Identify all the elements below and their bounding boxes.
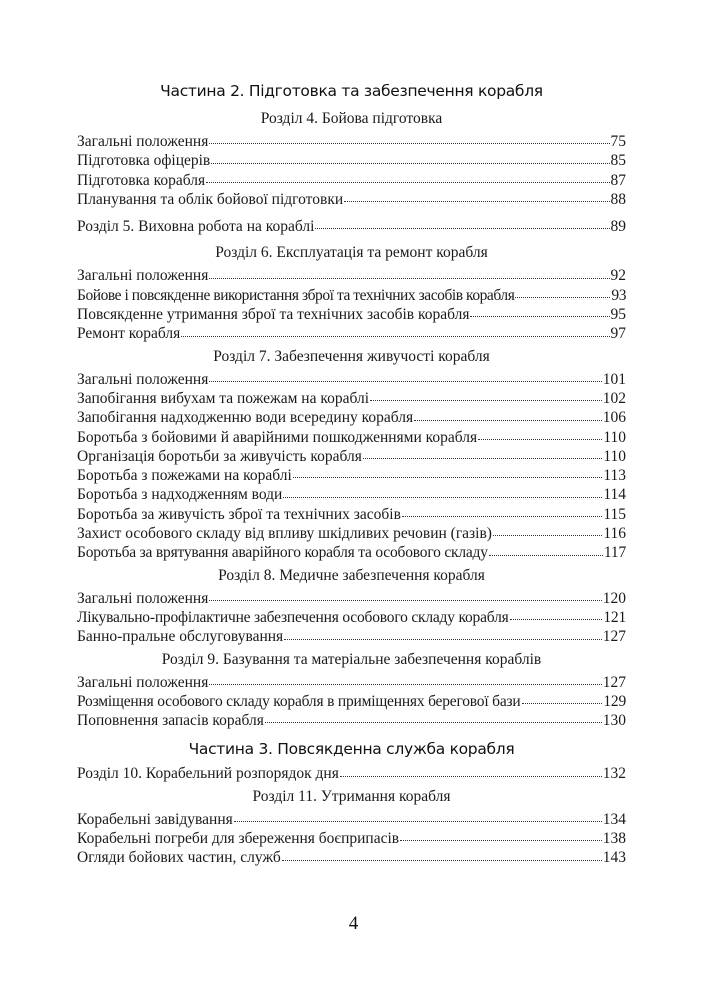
dot-leader (344, 200, 609, 202)
dot-leader (209, 277, 609, 279)
entry-page: 95 (610, 306, 626, 324)
entry-label: Боротьба з пожежами на кораблі (77, 467, 292, 485)
toc-entry[interactable] (77, 692, 626, 711)
entry-label: Ремонт корабля (77, 325, 181, 343)
section-9-entries (77, 673, 626, 731)
entry-page: 87 (610, 171, 626, 189)
dot-leader (209, 599, 601, 601)
toc-entry[interactable] (77, 305, 626, 324)
page-number: 4 (348, 913, 359, 934)
dot-leader (293, 476, 603, 478)
entry-label: Захист особового складу від впливу шкідливих речовин (газів) (77, 525, 492, 543)
table-of-contents (77, 76, 626, 868)
entry-label: Корабельні завідування (77, 810, 233, 828)
entry-page: 75 (610, 133, 626, 150)
dot-leader (206, 181, 609, 183)
entry-label: Запобігання надходженню води всередину корабля (77, 409, 414, 427)
part-2-title: Частина 2. Підготовка та забезпечення корабля (160, 82, 543, 100)
toc-entry[interactable] (77, 829, 626, 848)
dot-leader (211, 162, 609, 164)
section-7-entries (77, 370, 626, 563)
entry-page: 106 (602, 409, 626, 427)
entry-label: Боротьба за врятування аварійного корабля та особового складу (77, 544, 488, 562)
entry-label: Розділ 5. Виховна робота на кораблі (77, 218, 315, 236)
toc-entry[interactable] (77, 389, 626, 408)
entry-label: Підготовка офіцерів (77, 152, 211, 170)
dot-leader (510, 618, 603, 620)
toc-entry[interactable] (77, 171, 626, 190)
dot-leader (284, 638, 602, 640)
entry-label: Загальні положення (77, 370, 209, 388)
toc-entry[interactable] (77, 505, 626, 524)
entry-label: Повсякденне утримання зброї та технічних засобів корабля (77, 306, 470, 324)
entry-page: 102 (602, 389, 626, 407)
toc-entry[interactable] (77, 428, 626, 447)
dot-leader (340, 775, 602, 777)
entry-label: Загальні положення (77, 589, 209, 607)
dot-leader (234, 820, 602, 822)
entry-label: Поповнення запасів корабля (77, 712, 264, 730)
entry-page: 113 (603, 467, 626, 485)
dot-leader (515, 296, 610, 298)
entry-label: Лікувально-профілактичне забезпечення особового складу корабля (77, 608, 509, 626)
toc-entry[interactable] (77, 485, 626, 504)
entry-label: Боротьба за живучість зброї та технічних засобів (77, 505, 401, 523)
toc-entry[interactable] (77, 543, 626, 562)
toc-entry[interactable] (77, 408, 626, 427)
dot-leader (283, 496, 602, 498)
toc-entry[interactable] (77, 132, 626, 151)
dot-leader (181, 335, 609, 337)
dot-leader (265, 721, 602, 723)
entry-page: 120 (602, 589, 626, 607)
dot-leader (489, 554, 603, 556)
entry-label: Розділ 10. Корабельний розпорядок дня (77, 765, 339, 783)
dot-leader (414, 419, 602, 421)
entry-label: Запобігання вибухам та пожежам на кораблі (77, 389, 370, 407)
section-4-entries (77, 132, 626, 209)
entry-page: 130 (602, 712, 626, 730)
dot-leader (478, 438, 602, 440)
dot-leader (470, 315, 609, 317)
entry-label: Корабельні погреби для збереження боєприпасів (77, 830, 400, 848)
dot-leader (209, 142, 609, 144)
dot-leader (493, 534, 602, 536)
entry-label: Планування та облік бойової підготовки (77, 190, 344, 208)
entry-page: 121 (603, 608, 626, 626)
entry-label: Бойове і повсякденне використання зброї та технічних засобів корабля (77, 286, 515, 304)
dot-leader (400, 839, 602, 841)
entry-page: 85 (610, 152, 626, 170)
section-8-title: Розділ 8. Медичне забезпечення корабля (218, 566, 485, 584)
section-8-entries (77, 589, 626, 647)
section-5-entry[interactable] (77, 217, 626, 236)
entry-page: 115 (603, 505, 626, 523)
entry-page: 93 (611, 286, 626, 304)
toc-entry[interactable] (77, 627, 626, 646)
entry-page: 132 (602, 765, 626, 783)
section-4-title: Розділ 4. Бойова підготовка (260, 110, 443, 127)
entry-page: 127 (602, 673, 626, 691)
dot-leader (363, 457, 602, 459)
toc-entry[interactable] (77, 848, 626, 867)
entry-page: 117 (603, 544, 626, 562)
entry-page: 88 (610, 190, 626, 208)
toc-entry[interactable] (77, 608, 626, 627)
section-6-entries (77, 266, 626, 343)
entry-page: 110 (603, 428, 626, 446)
section-11-entries (77, 810, 626, 868)
entry-page: 110 (603, 447, 626, 465)
entry-label: Розміщення особового складу корабля в приміщеннях берегової бази (77, 692, 521, 710)
entry-label: Огляди бойових частин, служб (77, 849, 281, 867)
dot-leader (209, 380, 601, 382)
entry-label: Загальні положення (77, 267, 209, 285)
toc-entry[interactable] (77, 151, 626, 170)
dot-leader (315, 227, 609, 229)
dot-leader (370, 399, 602, 401)
section-11-title: Розділ 11. Утримання корабля (252, 787, 451, 805)
dot-leader (522, 702, 603, 704)
section-10-entry[interactable] (77, 764, 626, 783)
toc-entry[interactable] (77, 447, 626, 466)
section-9-title: Розділ 9. Базування та матеріальне забезпечення кораблів (161, 650, 542, 668)
toc-entry[interactable] (77, 324, 626, 343)
entry-page: 143 (602, 849, 626, 867)
toc-entry[interactable] (77, 810, 626, 829)
entry-page: 129 (603, 692, 626, 710)
toc-entry[interactable] (77, 589, 626, 608)
toc-entry[interactable] (77, 266, 626, 285)
entry-page: 114 (603, 486, 626, 504)
entry-label: Підготовка корабля (77, 171, 206, 189)
toc-entry[interactable] (77, 524, 626, 543)
dot-leader (282, 859, 602, 861)
entry-label: Організація боротьби за живучість корабля (77, 447, 362, 465)
entry-label: Банно-пральне обслуговування (77, 628, 284, 646)
dot-leader (402, 515, 602, 517)
toc-entry[interactable] (77, 190, 626, 209)
section-6-title: Розділ 6. Експлуатація та ремонт корабля (215, 244, 488, 262)
entry-label: Боротьба з надходженням води (77, 486, 283, 504)
toc-entry[interactable] (77, 673, 626, 692)
entry-page: 92 (610, 267, 626, 285)
entry-page: 101 (602, 370, 626, 388)
entry-label: Боротьба з бойовими й аварійними пошкодженнями корабля (77, 428, 478, 446)
entry-page: 134 (602, 810, 626, 828)
entry-page: 116 (603, 525, 626, 543)
entry-label: Загальні положення (77, 133, 209, 150)
entry-page: 138 (602, 830, 626, 848)
entry-label: Загальні положення (77, 673, 209, 691)
section-7-title: Розділ 7. Забезпечення живучості корабля (213, 347, 490, 365)
toc-entry[interactable] (77, 370, 626, 389)
entry-page: 127 (602, 628, 626, 646)
toc-entry[interactable] (77, 466, 626, 485)
toc-entry[interactable] (77, 711, 626, 730)
entry-page: 89 (610, 218, 626, 236)
dot-leader (209, 683, 601, 685)
toc-entry[interactable] (77, 286, 626, 305)
entry-page: 97 (610, 325, 626, 343)
part-3-title: Частина 3. Повсякденна служба корабля (188, 740, 515, 759)
